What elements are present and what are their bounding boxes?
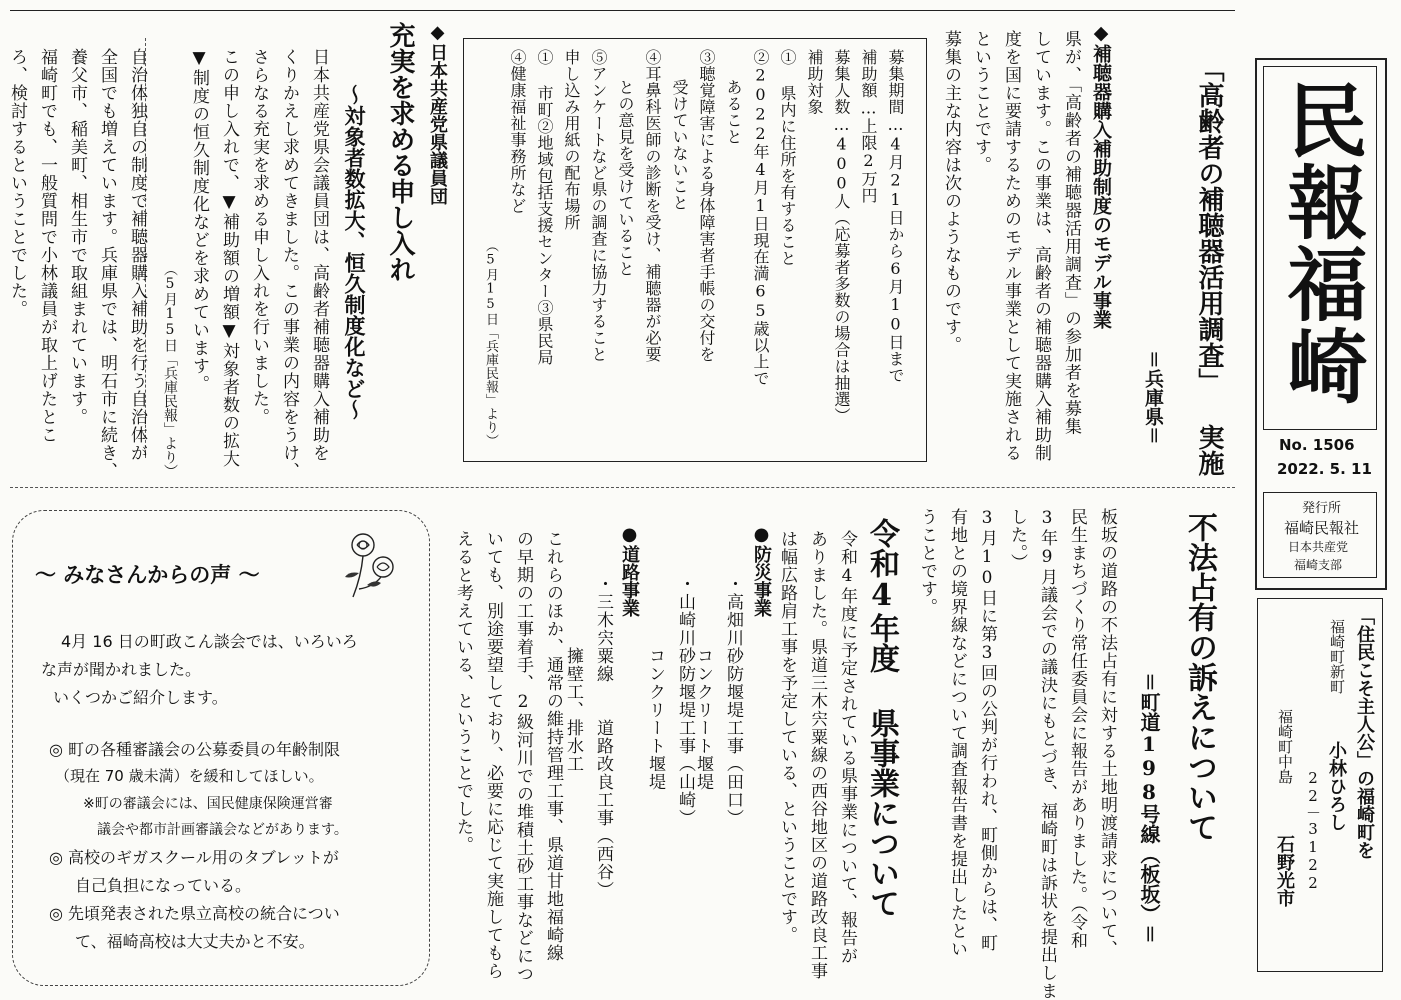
article1-info-lines xyxy=(476,49,908,448)
publisher-branch: 福崎支部 xyxy=(1294,558,1343,572)
publisher-label: 発行所 xyxy=(1302,501,1342,516)
article1-sub: ＝兵庫県＝ xyxy=(1142,350,1164,445)
article2-body2: 自治体独自の制度で補聴器購入補助を行う自治体が 全国でも増えています。兵庫県では、明石市に続き、 養父市、稲美町、相生市で取組まれています。 福崎町でも、一般質問で小林議員が取上げたとこ ろ、検討するということでした。 xyxy=(7,48,147,480)
article3-headline: 不法占有の訴えについて xyxy=(1182,512,1217,842)
ad-person2-name: 石野光市 xyxy=(1274,835,1295,907)
voices-intro2: な声が聞かれました。 xyxy=(41,660,202,679)
voices-note1: ※町の審議会には、国民健康保険運営審 xyxy=(83,796,333,812)
article2-body: 日本共産党県会議員団は、高齢者補聴器購入補助を くりかえし求めてきました。この事業の内容をうけ、 さらなる充実を求める申し入れを行いました。 この申し入れで、▼補助額の増額▼対象者数の拡大 ▼制度の恒久制度化などを求めています。 xyxy=(189,48,329,480)
article2-section-head: ◆日本共産党県議員団 xyxy=(427,22,448,205)
masthead xyxy=(1255,58,1387,590)
info-box-line: 補助額…上限2万円 xyxy=(859,49,878,204)
voices-intro3: いくつかご紹介します。 xyxy=(53,688,228,707)
publisher-org: 日本共産党 xyxy=(1288,540,1349,554)
voices-title: ～ みなさんからの声 ～ xyxy=(35,563,260,587)
ad-person1-name: 小林ひろし xyxy=(1326,741,1347,831)
article4-headline: 令和4年度 県事業について xyxy=(864,518,899,918)
voices-intro1: 4月 16 日の町政こん談会では、いろいろ xyxy=(61,632,358,651)
article4-closing: これらのほか、通常の維持管理工事、県道甘地福崎線 の早期の工事着手、2級河川での堆積土砂工事などにつ いても、別途要望しており、必要に応じて実施してもら えると考えている、ということでした。 xyxy=(453,530,563,983)
article2-headline: 充実を求める申し入れ xyxy=(385,22,415,282)
masthead-title-box xyxy=(1263,66,1377,430)
voices-box xyxy=(12,510,430,986)
voices-item3a: ◎ 先頃発表された県立高校の統合につい xyxy=(49,904,340,923)
article1-body: 県が、「高齢者の補聴器活用調査」の参加者を募集 しています。この事業は、高齢者の補聴器購入補助制 度を国に要請するためのモデル事業として実施される ということです。 募集の主な内容は次のようなものです。 xyxy=(941,30,1081,462)
info-box-line: ④健康福祉事務所など xyxy=(508,49,527,214)
voices-item1b: （現在 70 歳未満）を緩和してほしい。 xyxy=(55,767,324,785)
ad-box xyxy=(1257,598,1383,972)
article2-source: （5月15日「兵庫民報」より） xyxy=(162,262,178,478)
info-box-line: ① 市町②地域包括支援センター③県民局 xyxy=(535,49,554,366)
publisher-name: 福崎民報社 xyxy=(1284,519,1360,537)
article1-headline: 「高齢者の補聴器活用調査」 実施 xyxy=(1194,56,1224,476)
info-box-line: 受けていないこと xyxy=(670,79,689,211)
ad-person1-tel: 22－3122 xyxy=(1304,769,1322,892)
article1-info-box xyxy=(463,38,927,462)
article3-body: 板坂の道路の不法占有に対する土地明渡請求について、 民生まちづくり常任委員会に報告がありました。（令和 3年9月議会での議決にもとづき、福崎町は訴状を提出しま した。） 3月10日に第3回の公判が行われ、町側からは、町 有地との境界線などについて調査報告書を提出したとい うことです。 xyxy=(917,508,1117,1000)
issue-number: No. 1506 xyxy=(1279,436,1355,454)
article4-bosai-head: ●防災事業 xyxy=(751,524,772,617)
article4-bosai-1: ・高畑川砂防堰堤工事（田口） コンクリート堰堤 xyxy=(693,575,743,827)
masthead-title: 民報福崎 xyxy=(1274,79,1367,407)
article3-sub: ＝町道198号線（板坂）＝ xyxy=(1137,672,1161,944)
info-box-line: 補助対象 xyxy=(805,49,824,115)
ad-slogan: 「住民こそ主人公」の福崎町を xyxy=(1354,607,1375,859)
info-box-line: ⑤アンケートなど県の調査に協力すること xyxy=(589,49,608,363)
info-box-line: 募集人数…400人（応募者多数の場合は抽選） xyxy=(832,49,851,424)
article2-sub: ～対象者数拡大、恒久制度化など～ xyxy=(342,84,367,420)
info-box-line: （5月15日「兵庫民報」より） xyxy=(483,239,498,448)
rose-icon xyxy=(337,527,403,601)
voices-item2a: ◎ 高校のギガスクール用のタブレットが xyxy=(49,848,339,867)
info-box-line: ④耳鼻科医師の診断を受け、補聴器が必要 xyxy=(643,49,662,363)
voices-item3b: て、福崎高校は大丈夫かと不安。 xyxy=(75,932,315,951)
article4-road-1: ・三木宍粟線 道路改良工事（西谷） 擁壁工、排水工 xyxy=(563,575,613,899)
voices-item1a: ◎ 町の各種審議会の公募委員の年齢制限 xyxy=(49,740,341,759)
info-box-line: との意見を受けていること xyxy=(616,79,635,277)
ad-person1-addr: 福崎町新町 xyxy=(1328,619,1346,694)
info-box-line: ③聴覚障害による身体障害者手帳の交付を xyxy=(697,49,716,363)
article4-intro: 令和4年度に予定されている県事業について、報告が ありました。県道三木宍粟線の西谷地区の道路改良工事 は幅広路肩工事を予定している、ということです。 xyxy=(777,530,857,980)
info-box-line: ① 県内に住所を有すること xyxy=(778,49,797,267)
voices-item2b: 自己負担になっている。 xyxy=(75,876,252,895)
publisher-box xyxy=(1263,492,1377,578)
info-box-line: あること xyxy=(724,79,743,145)
info-box-line: 募集期間…4月21日から6月10日まで xyxy=(886,49,905,384)
voices-note2: 議会や都市計画審議会などがあります。 xyxy=(97,822,348,838)
article4-bosai-2: ・山崎川砂防堰堤工事（山崎） コンクリート堰堤 xyxy=(645,575,695,827)
info-box-line: 申し込み用紙の配布場所 xyxy=(562,49,581,231)
ad-person2-addr: 福崎町中島 xyxy=(1276,709,1294,784)
article1-section-head: ◆補聴器購入補助制度のモデル事業 xyxy=(1090,22,1112,329)
info-box-line: ②2022年4月1日現在満65歳以上で xyxy=(751,49,770,387)
article4-road-head: ●道路事業 xyxy=(619,524,640,617)
issue-date: 2022. 5. 11 xyxy=(1277,460,1372,478)
